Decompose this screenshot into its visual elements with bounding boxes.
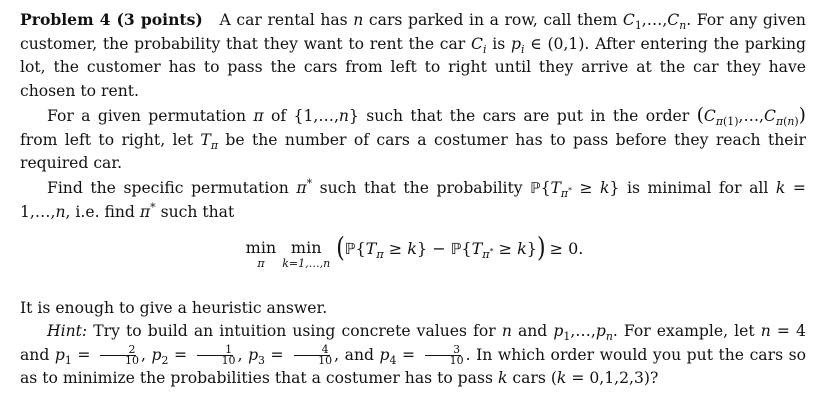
cars-sequence: $C_1,\dots,C_n$ (622, 11, 687, 33)
equation-rhs: ≥ 0. (549, 239, 584, 258)
n-value: n = 4 (760, 322, 806, 340)
k-range: k = 1,…,n (20, 179, 806, 221)
p4-value: $p_4$ = $\frac{3}{10}$ (379, 343, 464, 368)
p2-value: $p_2$ = $\frac{1}{10}$ (151, 343, 236, 368)
equation-body: ( $ℙ\{T_\pi \ge k\}$ − $ℙ\{T_{\pi^*} \ge k\}$ ) ≥ 0. (336, 232, 584, 264)
probability-expression: $ℙ\{T_{\pi^*} \ge k\}$ (530, 179, 620, 201)
hint-label: Hint: (47, 322, 88, 340)
task-paragraph: Find the specific permutation π* such that the probability $ℙ\{T_{\pi^*} \ge k\}$ is minimal for all k = 1,…,n, i.e. find π* such that (20, 176, 806, 221)
permutation-paragraph: For a given permutation π of {1,…,n} such that the cars are put in the order $(C_{\pi(1)},\dots,C_{\pi(n)})$ from left to right, let $T_\pi$ be the number of cars a costumer has to pass before they reach their required car. (20, 105, 806, 173)
display-equation (0, 232, 829, 280)
car-ci: $C_i$ (471, 34, 487, 56)
min-over-k: min k=1,…,n (282, 238, 331, 270)
t-pi: $T_\pi$ (200, 130, 218, 152)
car-order: $(C_{\pi(1)},\dots,C_{\pi(n)})$ (696, 105, 806, 129)
k-values: (k = 0,1,2,3) (550, 369, 650, 388)
problem-statement-paragraph: Problem 4 (3 points) A car rental has n cars parked in a row, call them $C_1,\dots,C_n$. For any given customer, the probability that they want to rent the car $C_i$ is $p_i$ ∈ (0,1). After entering the parking lot, the customer has to pass the cars from left to right until they arrive at the car they have chosen to rent. (20, 10, 806, 100)
index-set: {1,…,n} (293, 107, 359, 125)
p3-value: $p_3$ = $\frac{4}{10}$ (248, 343, 333, 368)
problem-heading: Problem 4 (3 points) (20, 10, 203, 29)
heuristic-note: It is enough to give a heuristic answer. (20, 299, 328, 317)
p1-value: $p_1$ = $\frac{2}{10}$ (54, 343, 139, 368)
hint-paragraph: Hint: Try to build an intuition using concrete values for n and $p_1,\dots,p_n$. For example, let n = 4 and $p_1$ = $\frac{2}{10}$ , $p_2$ = $\frac{1}{10}$ , $p_3$ = $\frac{4}{10}$ , and $p_4$ = $\frac{3}{10}$ . In which order would you put the cars so as to minimize the probabilities that a costumer has to pass k cars (k = 0,1,2,3)? (20, 322, 806, 388)
probability-pi-range: $p_i$ ∈ (0,1) (510, 34, 585, 56)
min-over-pi: min π (245, 238, 277, 270)
pi-star: π* (296, 176, 313, 197)
